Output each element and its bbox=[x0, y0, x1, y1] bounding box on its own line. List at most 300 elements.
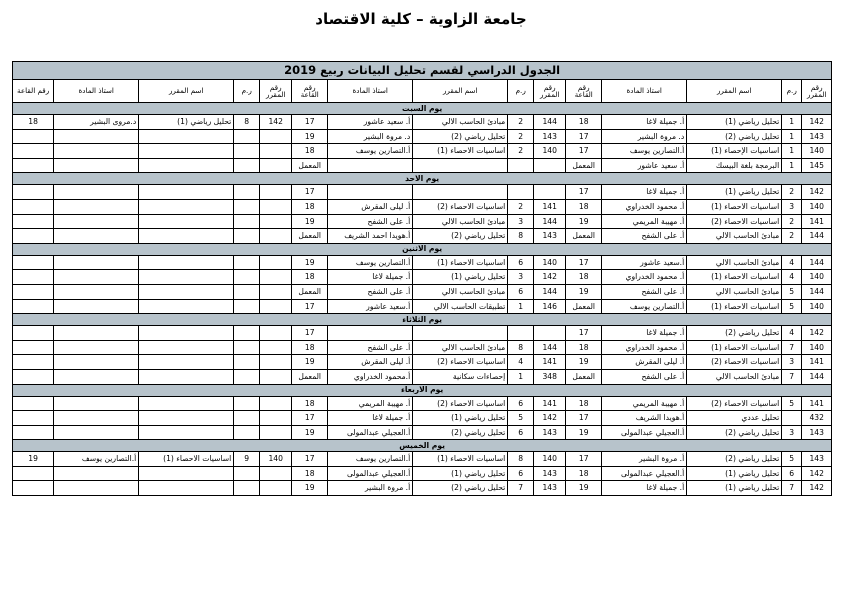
row-number-cell bbox=[234, 340, 260, 355]
schedule-table bbox=[12, 61, 832, 496]
course-name-cell: تحليل رياضي (2) bbox=[687, 326, 782, 341]
course-code-cell bbox=[260, 396, 292, 411]
course-code-cell: 146 bbox=[534, 299, 566, 314]
room-cell: المعمل bbox=[566, 369, 602, 384]
course-name-cell bbox=[139, 214, 234, 229]
course-code-cell bbox=[260, 158, 292, 173]
course-code-cell bbox=[260, 185, 292, 200]
course-code-cell: 142 bbox=[802, 481, 832, 496]
course-code-cell: 142 bbox=[534, 411, 566, 426]
row-number-cell bbox=[234, 326, 260, 341]
room-cell bbox=[13, 481, 54, 496]
professor-cell bbox=[54, 355, 139, 370]
course-code-cell bbox=[260, 270, 292, 285]
row-number-cell: 1 bbox=[782, 129, 802, 144]
professor-cell bbox=[54, 199, 139, 214]
course-name-cell: تحليل رياضي (1) bbox=[413, 466, 508, 481]
course-code-cell: 141 bbox=[802, 396, 832, 411]
header-professor: استاذ المادة bbox=[54, 80, 139, 103]
course-name-cell: اساسيات الاحصاء (1) bbox=[687, 299, 782, 314]
course-name-cell: تطبيقات الحاسب الالي bbox=[413, 299, 508, 314]
room-cell: 18 bbox=[292, 199, 328, 214]
room-cell bbox=[13, 326, 54, 341]
course-code-cell: 140 bbox=[534, 144, 566, 159]
professor-cell bbox=[54, 158, 139, 173]
course-name-cell bbox=[139, 129, 234, 144]
table-row bbox=[13, 115, 832, 130]
professor-cell bbox=[54, 185, 139, 200]
course-code-cell: 142 bbox=[802, 185, 832, 200]
course-code-cell: 432 bbox=[802, 411, 832, 426]
header-row bbox=[13, 80, 832, 103]
course-name-cell: تحليل عددي bbox=[687, 411, 782, 426]
professor-cell bbox=[328, 326, 413, 341]
course-name-cell bbox=[139, 229, 234, 244]
row-number-cell: 4 bbox=[782, 255, 802, 270]
course-name-cell: مبادئ الحاسب الالي bbox=[687, 369, 782, 384]
room-cell: المعمل bbox=[566, 158, 602, 173]
course-name-cell: اساسيات الاحصاء (1) bbox=[687, 270, 782, 285]
table-row bbox=[13, 355, 832, 370]
course-name-cell bbox=[139, 369, 234, 384]
day-label: يوم السبت bbox=[13, 103, 832, 115]
course-name-cell: تحليل رياضي (2) bbox=[413, 129, 508, 144]
row-number-cell: 1 bbox=[508, 369, 534, 384]
room-cell: 17 bbox=[292, 411, 328, 426]
row-number-cell bbox=[234, 299, 260, 314]
table-row bbox=[13, 299, 832, 314]
course-name-cell: مبادئ الحاسب الالي bbox=[687, 229, 782, 244]
row-number-cell bbox=[234, 466, 260, 481]
course-name-cell: اساسيات الاحصاء (2) bbox=[687, 396, 782, 411]
professor-cell: أ. مهيبة المريمي bbox=[602, 396, 687, 411]
table-row bbox=[13, 229, 832, 244]
course-name-cell: مبادئ الحاسب الالي bbox=[687, 284, 782, 299]
course-code-cell: 144 bbox=[534, 115, 566, 130]
header-professor: استاذ المادة bbox=[602, 80, 687, 103]
row-number-cell: 2 bbox=[782, 214, 802, 229]
course-code-cell bbox=[260, 340, 292, 355]
course-code-cell: 140 bbox=[802, 270, 832, 285]
day-label: يوم الخميس bbox=[13, 440, 832, 452]
professor-cell bbox=[328, 158, 413, 173]
header-course-code: رقم المقرر bbox=[802, 80, 832, 103]
professor-cell bbox=[328, 185, 413, 200]
professor-cell: أ.هويدا الشريف bbox=[602, 411, 687, 426]
room-cell: 18 bbox=[566, 270, 602, 285]
course-name-cell bbox=[139, 299, 234, 314]
professor-cell: أ. جميلة لاغا bbox=[602, 185, 687, 200]
professor-cell: أ. على الشفح bbox=[328, 284, 413, 299]
room-cell: 19 bbox=[292, 481, 328, 496]
row-number-cell: 5 bbox=[782, 299, 802, 314]
course-code-cell: 143 bbox=[534, 229, 566, 244]
course-code-cell bbox=[260, 129, 292, 144]
course-code-cell: 144 bbox=[802, 255, 832, 270]
professor-cell: أ. سعيد عاشور bbox=[328, 115, 413, 130]
course-code-cell bbox=[260, 299, 292, 314]
room-cell: 18 bbox=[566, 396, 602, 411]
room-cell: 18 bbox=[566, 199, 602, 214]
row-number-cell: 1 bbox=[782, 115, 802, 130]
row-number-cell: 8 bbox=[508, 340, 534, 355]
room-cell: 18 bbox=[292, 396, 328, 411]
room-cell: 19 bbox=[566, 481, 602, 496]
course-code-cell: 142 bbox=[802, 326, 832, 341]
course-code-cell: 143 bbox=[534, 129, 566, 144]
row-number-cell: 5 bbox=[782, 396, 802, 411]
course-code-cell bbox=[260, 199, 292, 214]
room-cell: 19 bbox=[566, 284, 602, 299]
room-cell: 17 bbox=[566, 255, 602, 270]
course-name-cell: اساسيات الاحصاء (1) bbox=[413, 255, 508, 270]
professor-cell bbox=[54, 284, 139, 299]
course-name-cell: اساسيات الاحصاء (2) bbox=[413, 199, 508, 214]
course-name-cell: تحليل رياضي (1) bbox=[687, 466, 782, 481]
header-course-code: رقم المقرر bbox=[260, 80, 292, 103]
header-course-name: اسم المقرر bbox=[413, 80, 508, 103]
day-header-row bbox=[13, 384, 832, 396]
schedule-body bbox=[13, 103, 832, 496]
room-cell bbox=[13, 158, 54, 173]
row-number-cell: 6 bbox=[508, 255, 534, 270]
day-label: يوم الاحد bbox=[13, 173, 832, 185]
course-name-cell: تحليل رياضي (2) bbox=[413, 229, 508, 244]
course-name-cell bbox=[139, 340, 234, 355]
professor-cell bbox=[54, 466, 139, 481]
room-cell bbox=[13, 466, 54, 481]
room-cell: المعمل bbox=[292, 229, 328, 244]
course-code-cell: 144 bbox=[534, 340, 566, 355]
course-code-cell bbox=[260, 466, 292, 481]
course-name-cell bbox=[139, 396, 234, 411]
header-course-name: اسم المقرر bbox=[139, 80, 234, 103]
course-name-cell bbox=[413, 326, 508, 341]
row-number-cell: 5 bbox=[782, 284, 802, 299]
room-cell: 19 bbox=[292, 355, 328, 370]
row-number-cell bbox=[234, 270, 260, 285]
table-row bbox=[13, 199, 832, 214]
professor-cell bbox=[54, 481, 139, 496]
room-cell: 19 bbox=[292, 129, 328, 144]
professor-cell: أ.العجيلي عبدالمولى bbox=[602, 466, 687, 481]
room-cell bbox=[13, 396, 54, 411]
course-name-cell bbox=[139, 284, 234, 299]
room-cell: 18 bbox=[292, 270, 328, 285]
row-number-cell: 5 bbox=[782, 452, 802, 467]
professor-cell: أ. محمود الخدراوي bbox=[602, 199, 687, 214]
room-cell bbox=[13, 129, 54, 144]
course-name-cell bbox=[139, 326, 234, 341]
professor-cell bbox=[54, 144, 139, 159]
professor-cell bbox=[54, 129, 139, 144]
table-row bbox=[13, 466, 832, 481]
course-name-cell: تحليل رياضي (1) bbox=[413, 270, 508, 285]
day-label: يوم الاثنين bbox=[13, 243, 832, 255]
professor-cell: أ. جميلة لاغا bbox=[602, 115, 687, 130]
day-header-row bbox=[13, 173, 832, 185]
course-code-cell: 141 bbox=[802, 355, 832, 370]
professor-cell: أ.هويدا احمد الشريف bbox=[328, 229, 413, 244]
course-code-cell: 144 bbox=[802, 229, 832, 244]
row-number-cell bbox=[234, 199, 260, 214]
room-cell bbox=[13, 185, 54, 200]
course-name-cell bbox=[139, 158, 234, 173]
row-number-cell: 6 bbox=[508, 396, 534, 411]
professor-cell: أ. مهيبة المريمي bbox=[602, 214, 687, 229]
row-number-cell: 3 bbox=[782, 199, 802, 214]
course-code-cell: 140 bbox=[802, 299, 832, 314]
room-cell bbox=[13, 284, 54, 299]
course-code-cell: 140 bbox=[802, 340, 832, 355]
row-number-cell bbox=[234, 129, 260, 144]
course-code-cell bbox=[260, 411, 292, 426]
header-row-number: ر.م bbox=[782, 80, 802, 103]
room-cell: 19 bbox=[292, 425, 328, 440]
room-cell bbox=[13, 270, 54, 285]
professor-cell: د.مروى البشير bbox=[54, 115, 139, 130]
room-cell: 17 bbox=[566, 326, 602, 341]
course-code-cell bbox=[260, 355, 292, 370]
course-name-cell bbox=[139, 270, 234, 285]
professor-cell bbox=[54, 229, 139, 244]
course-name-cell: اساسيات الاحصاء (1) bbox=[687, 340, 782, 355]
room-cell: 19 bbox=[566, 355, 602, 370]
room-cell: 17 bbox=[566, 452, 602, 467]
row-number-cell bbox=[234, 214, 260, 229]
course-code-cell: 142 bbox=[802, 115, 832, 130]
row-number-cell: 1 bbox=[782, 144, 802, 159]
professor-cell: أ. ليلى المقرش bbox=[602, 355, 687, 370]
professor-cell bbox=[54, 425, 139, 440]
professor-cell bbox=[54, 369, 139, 384]
course-code-cell: 143 bbox=[534, 425, 566, 440]
course-name-cell: تحليل رياضي (1) bbox=[139, 115, 234, 130]
table-row bbox=[13, 481, 832, 496]
professor-cell: أ. محمود الخدراوي bbox=[602, 270, 687, 285]
course-code-cell bbox=[534, 158, 566, 173]
row-number-cell: 8 bbox=[234, 115, 260, 130]
course-code-cell: 144 bbox=[534, 284, 566, 299]
room-cell: المعمل bbox=[292, 369, 328, 384]
room-cell: المعمل bbox=[566, 299, 602, 314]
professor-cell: د. مروة البشير bbox=[328, 129, 413, 144]
room-cell: 17 bbox=[292, 452, 328, 467]
professor-cell: أ. مهيبة المريمي bbox=[328, 396, 413, 411]
header-course-name: اسم المقرر bbox=[687, 80, 782, 103]
row-number-cell: 6 bbox=[508, 425, 534, 440]
row-number-cell: 5 bbox=[508, 411, 534, 426]
table-row bbox=[13, 284, 832, 299]
room-cell bbox=[13, 340, 54, 355]
table-row bbox=[13, 326, 832, 341]
header-row-number: ر.م bbox=[508, 80, 534, 103]
course-code-cell bbox=[534, 326, 566, 341]
room-cell: المعمل bbox=[292, 158, 328, 173]
room-cell: 18 bbox=[292, 144, 328, 159]
course-code-cell: 144 bbox=[534, 214, 566, 229]
course-name-cell bbox=[139, 481, 234, 496]
row-number-cell: 2 bbox=[508, 115, 534, 130]
header-course-code: رقم المقرر bbox=[534, 80, 566, 103]
header-professor: استاذ المادة bbox=[328, 80, 413, 103]
row-number-cell: 3 bbox=[508, 214, 534, 229]
row-number-cell bbox=[234, 355, 260, 370]
course-code-cell bbox=[260, 425, 292, 440]
room-cell bbox=[13, 199, 54, 214]
row-number-cell: 7 bbox=[508, 481, 534, 496]
course-name-cell: تحليل رياضي (2) bbox=[413, 481, 508, 496]
professor-cell: أ.التصارين يوسف bbox=[54, 452, 139, 467]
professor-cell: أ.التصارين يوسف bbox=[328, 255, 413, 270]
day-header-row bbox=[13, 314, 832, 326]
room-cell: 17 bbox=[566, 144, 602, 159]
room-cell: 18 bbox=[566, 340, 602, 355]
professor-cell: أ. على الشفح bbox=[328, 214, 413, 229]
professor-cell: أ.التصارين يوسف bbox=[328, 144, 413, 159]
row-number-cell: 4 bbox=[782, 326, 802, 341]
course-name-cell: تحليل رياضي (2) bbox=[687, 425, 782, 440]
table-row bbox=[13, 369, 832, 384]
professor-cell: أ. مروة البشير bbox=[602, 452, 687, 467]
table-row bbox=[13, 144, 832, 159]
room-cell: 18 bbox=[292, 340, 328, 355]
course-name-cell: اساسيات الاحصاء (1) bbox=[413, 144, 508, 159]
course-code-cell bbox=[260, 326, 292, 341]
course-name-cell: مبادئ الحاسب الالي bbox=[413, 214, 508, 229]
row-number-cell: 6 bbox=[508, 466, 534, 481]
course-name-cell: اساسيات الإحصاء (1) bbox=[687, 144, 782, 159]
course-name-cell bbox=[139, 199, 234, 214]
row-number-cell: 2 bbox=[508, 144, 534, 159]
course-name-cell bbox=[139, 255, 234, 270]
room-cell: 17 bbox=[292, 299, 328, 314]
row-number-cell bbox=[508, 158, 534, 173]
room-cell bbox=[13, 355, 54, 370]
professor-cell bbox=[54, 214, 139, 229]
course-name-cell: اساسيات الاحصاء (1) bbox=[687, 199, 782, 214]
course-name-cell bbox=[413, 185, 508, 200]
course-code-cell bbox=[260, 229, 292, 244]
room-cell: 19 bbox=[292, 214, 328, 229]
row-number-cell bbox=[508, 326, 534, 341]
professor-cell bbox=[54, 326, 139, 341]
table-row bbox=[13, 452, 832, 467]
course-code-cell: 140 bbox=[802, 144, 832, 159]
course-name-cell bbox=[139, 466, 234, 481]
course-code-cell: 141 bbox=[534, 396, 566, 411]
row-number-cell: 7 bbox=[782, 369, 802, 384]
row-number-cell: 6 bbox=[782, 466, 802, 481]
room-cell bbox=[13, 299, 54, 314]
row-number-cell bbox=[782, 411, 802, 426]
professor-cell: أ. جميلة لاغا bbox=[328, 270, 413, 285]
course-code-cell: 348 bbox=[534, 369, 566, 384]
row-number-cell: 1 bbox=[508, 299, 534, 314]
table-row bbox=[13, 425, 832, 440]
room-cell: 18 bbox=[566, 115, 602, 130]
course-code-cell bbox=[260, 369, 292, 384]
course-code-cell bbox=[260, 214, 292, 229]
table-row bbox=[13, 185, 832, 200]
course-name-cell bbox=[139, 144, 234, 159]
professor-cell: أ. جميلة لاغا bbox=[602, 481, 687, 496]
course-code-cell: 143 bbox=[802, 452, 832, 467]
room-cell: 18 bbox=[292, 466, 328, 481]
professor-cell: أ. على الشفح bbox=[328, 340, 413, 355]
professor-cell: د. مروة البشير bbox=[602, 129, 687, 144]
room-cell: 17 bbox=[566, 411, 602, 426]
room-cell bbox=[13, 369, 54, 384]
room-cell: 19 bbox=[566, 214, 602, 229]
course-code-cell: 142 bbox=[534, 270, 566, 285]
professor-cell: أ. على الشفح bbox=[602, 369, 687, 384]
professor-cell: أ.التصارين يوسف bbox=[602, 299, 687, 314]
table-row bbox=[13, 411, 832, 426]
table-row bbox=[13, 270, 832, 285]
course-name-cell: اساسيات الاحصاء (1) bbox=[139, 452, 234, 467]
room-cell: 17 bbox=[292, 115, 328, 130]
row-number-cell bbox=[234, 144, 260, 159]
row-number-cell: 4 bbox=[782, 270, 802, 285]
course-name-cell bbox=[139, 355, 234, 370]
room-cell: 17 bbox=[292, 326, 328, 341]
professor-cell: أ. جميلة لاغا bbox=[602, 326, 687, 341]
row-number-cell bbox=[234, 185, 260, 200]
professor-cell: أ. ليلى المقرش bbox=[328, 199, 413, 214]
course-name-cell: مبادئ الحاسب الالي bbox=[413, 115, 508, 130]
course-name-cell: اساسيات الاحصاء (2) bbox=[413, 355, 508, 370]
course-code-cell: 140 bbox=[534, 255, 566, 270]
row-number-cell: 2 bbox=[508, 129, 534, 144]
course-name-cell: مبادئ الحاسب الالي bbox=[413, 340, 508, 355]
course-name-cell: إحصاءات سكانية bbox=[413, 369, 508, 384]
course-name-cell: تحليل رياضي (1) bbox=[687, 115, 782, 130]
professor-cell: أ.التصارين يوسف bbox=[328, 452, 413, 467]
course-name-cell: اساسيات الاحصاء (2) bbox=[413, 396, 508, 411]
course-code-cell: 144 bbox=[802, 284, 832, 299]
room-cell: 18 bbox=[566, 466, 602, 481]
row-number-cell bbox=[234, 481, 260, 496]
room-cell bbox=[13, 255, 54, 270]
professor-cell bbox=[54, 255, 139, 270]
course-code-cell: 143 bbox=[802, 129, 832, 144]
course-code-cell bbox=[260, 284, 292, 299]
row-number-cell bbox=[234, 158, 260, 173]
row-number-cell: 3 bbox=[782, 355, 802, 370]
professor-cell: أ. محمود الخدراوي bbox=[602, 340, 687, 355]
day-label: يوم الاربعاء bbox=[13, 384, 832, 396]
day-header-row bbox=[13, 103, 832, 115]
professor-cell: أ. ليلى المقرش bbox=[328, 355, 413, 370]
professor-cell: أ. على الشفح bbox=[602, 284, 687, 299]
course-code-cell: 140 bbox=[802, 199, 832, 214]
room-cell: 17 bbox=[566, 185, 602, 200]
professor-cell: أ.التصارين يوسف bbox=[602, 144, 687, 159]
room-cell bbox=[13, 214, 54, 229]
course-code-cell bbox=[260, 144, 292, 159]
room-cell: المعمل bbox=[292, 284, 328, 299]
course-name-cell: اساسيات الاحصاء (1) bbox=[413, 452, 508, 467]
row-number-cell: 3 bbox=[508, 270, 534, 285]
course-name-cell: مبادئ الحاسب الالي bbox=[413, 284, 508, 299]
professor-cell: أ.سعيد عاشور bbox=[328, 299, 413, 314]
course-code-cell: 143 bbox=[802, 425, 832, 440]
university-title: جامعة الزاوية – كلية الاقتصاد bbox=[315, 10, 527, 28]
row-number-cell bbox=[234, 284, 260, 299]
course-code-cell: 143 bbox=[534, 481, 566, 496]
professor-cell bbox=[54, 299, 139, 314]
